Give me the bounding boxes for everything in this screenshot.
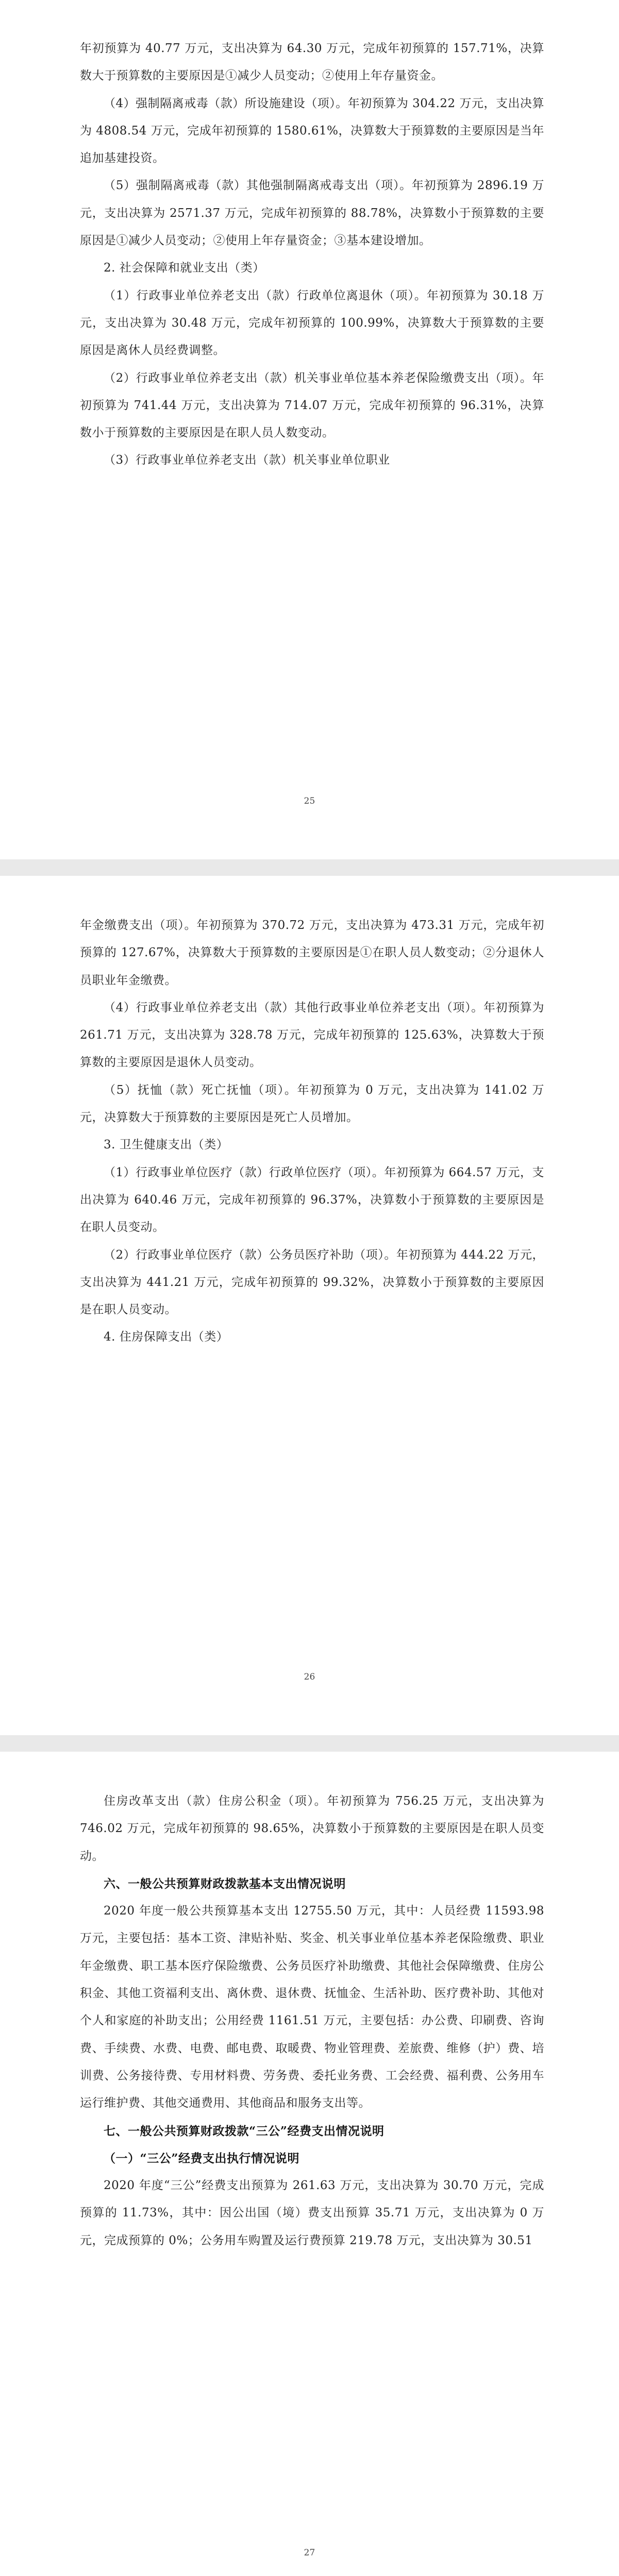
paragraph: （4）强制隔离戒毒（款）所设施建设（项）。年初预算为 304.22 万元，支出决算为 4808.54 万元，完成年初预算的 1580.61%，决算数大于预算数的主要原因是当年追加基建投资。 (80, 96, 545, 165)
paragraph: （2）行政事业单位养老支出（款）机关事业单位基本养老保险缴费支出（项）。年初预算为 741.44 万元，支出决算为 714.07 万元，完成年初预算的 96.31%，决算数小于预算数的主要原因是在职人员人数变动。 (80, 371, 544, 440)
section-heading: 六、一般公共预算财政拨款基本支出情况说明 (104, 1876, 346, 1891)
section-heading: 3. 卫生健康支出（类） (104, 1138, 229, 1152)
page-body (80, 1788, 544, 2255)
paragraph: （5）抚恤（款）死亡抚恤（项）。年初预算为 0 万元，支出决算为 141.02 万元，决算数大于预算数的主要原因是死亡人员增加。 (80, 1083, 544, 1125)
document-page (0, 1752, 619, 2576)
paragraph: （5）强制隔离戒毒（款）其他强制隔离戒毒支出（项）。年初预算为 2896.19 万元，支出决算为 2571.37 万元，完成年初预算的 88.78%，决算数小于预算数的主要原因是①减少人员变动；②使用上年存量资金；③基本建设增加。 (80, 179, 544, 248)
paragraph: （3）行政事业单位养老支出（款）机关事业单位职业 (104, 453, 390, 467)
paragraph: （1）行政事业单位养老支出（款）行政单位离退休（项）。年初预算为 30.18 万元，支出决算为 30.48 万元，完成年初预算的 100.99%，决算数大于预算数的主要原因是离休人员经费调整。 (80, 289, 544, 358)
document-page (0, 0, 619, 859)
document-page (0, 876, 619, 1735)
paragraph: （1）行政事业单位医疗（款）行政单位医疗（项）。年初预算为 664.57 万元，支出决算为 640.46 万元，完成年初预算的 96.37%，决算数小于预算数的主要原因是在职人员变动。 (80, 1165, 544, 1234)
paragraph: 年金缴费支出（项）。年初预算为 370.72 万元，支出决算为 473.31 万元，完成年初预算的 127.67%，决算数大于预算数的主要原因是①在职人员人数变动；②分退休人员职业年金缴费。 (80, 919, 544, 987)
paragraph: （2）行政事业单位医疗（款）公务员医疗补助（项）。年初预算为 444.22 万元，支出决算为 441.21 万元，完成年初预算的 99.32%，决算数小于预算数的主要原因是在职人员变动。 (80, 1248, 544, 1317)
page-number: 25 (304, 796, 315, 806)
section-heading: 七、一般公共预算财政拨款“三公”经费支出情况说明 (104, 2124, 384, 2138)
paragraph: 2020 年度一般公共预算基本支出 12755.50 万元，其中：人员经费 11593.98 万元，主要包括：基本工资、津贴补贴、奖金、机关事业单位基本养老保险缴费、职业年金缴费、职工基本医疗保险缴费、公务员医疗补助缴费、其他社会保障缴费、住房公积金、其他工资福利支出、离休费、退休费、抚恤金、生活补助、医疗费补助、其他对个人和家庭的补助支出；公用经费 1161.51 万元，主要包括：办公费、印刷费、咨询费、手续费、水费、电费、邮电费、取暖费、物业管理费、差旅费、维修（护）费、培训费、公务接待费、专用材料费、劳务费、委托业务费、工会经费、福利费、公务用车运行维护费、其他交通费用、其他商品和服务支出等。 (80, 1904, 544, 2110)
section-heading: 2. 社会保障和就业支出（类） (104, 261, 265, 275)
page-body (80, 35, 544, 474)
section-heading: 4. 住房保障支出（类） (104, 1330, 229, 1344)
paragraph: 2020 年度“三公”经费支出预算为 261.63 万元，支出决算为 30.70 万元，完成预算的 11.73%，其中：因公出国（境）费支出预算 35.71 万元，支出决算为 0 万元，完成预算的 0%；公务用车购置及运行费预算 219.78 万元，支出决算为 30.51 (80, 2179, 544, 2247)
paragraph: 年初预算为 40.77 万元，支出决算为 64.30 万元，完成年初预算的 157.71%，决算数大于预算数的主要原因是①减少人员变动；②使用上年存量资金。 (80, 42, 544, 83)
subsection-heading: （一）“三公”经费支出执行情况说明 (104, 2151, 299, 2165)
paragraph: （4）行政事业单位养老支出（款）其他行政事业单位养老支出（项）。年初预算为 261.71 万元，支出决算为 328.78 万元，完成年初预算的 125.63%，决算数大于预算数的主要原因是退休人员变动。 (80, 1001, 545, 1070)
paragraph: 住房改革支出（款）住房公积金（项）。年初预算为 756.25 万元，支出决算为 746.02 万元，完成年初预算的 98.65%，决算数小于预算数的主要原因是在职人员变动。 (80, 1794, 544, 1863)
page-number: 27 (304, 2548, 315, 2558)
page-body (80, 912, 544, 1351)
page-number: 26 (304, 1672, 315, 1682)
